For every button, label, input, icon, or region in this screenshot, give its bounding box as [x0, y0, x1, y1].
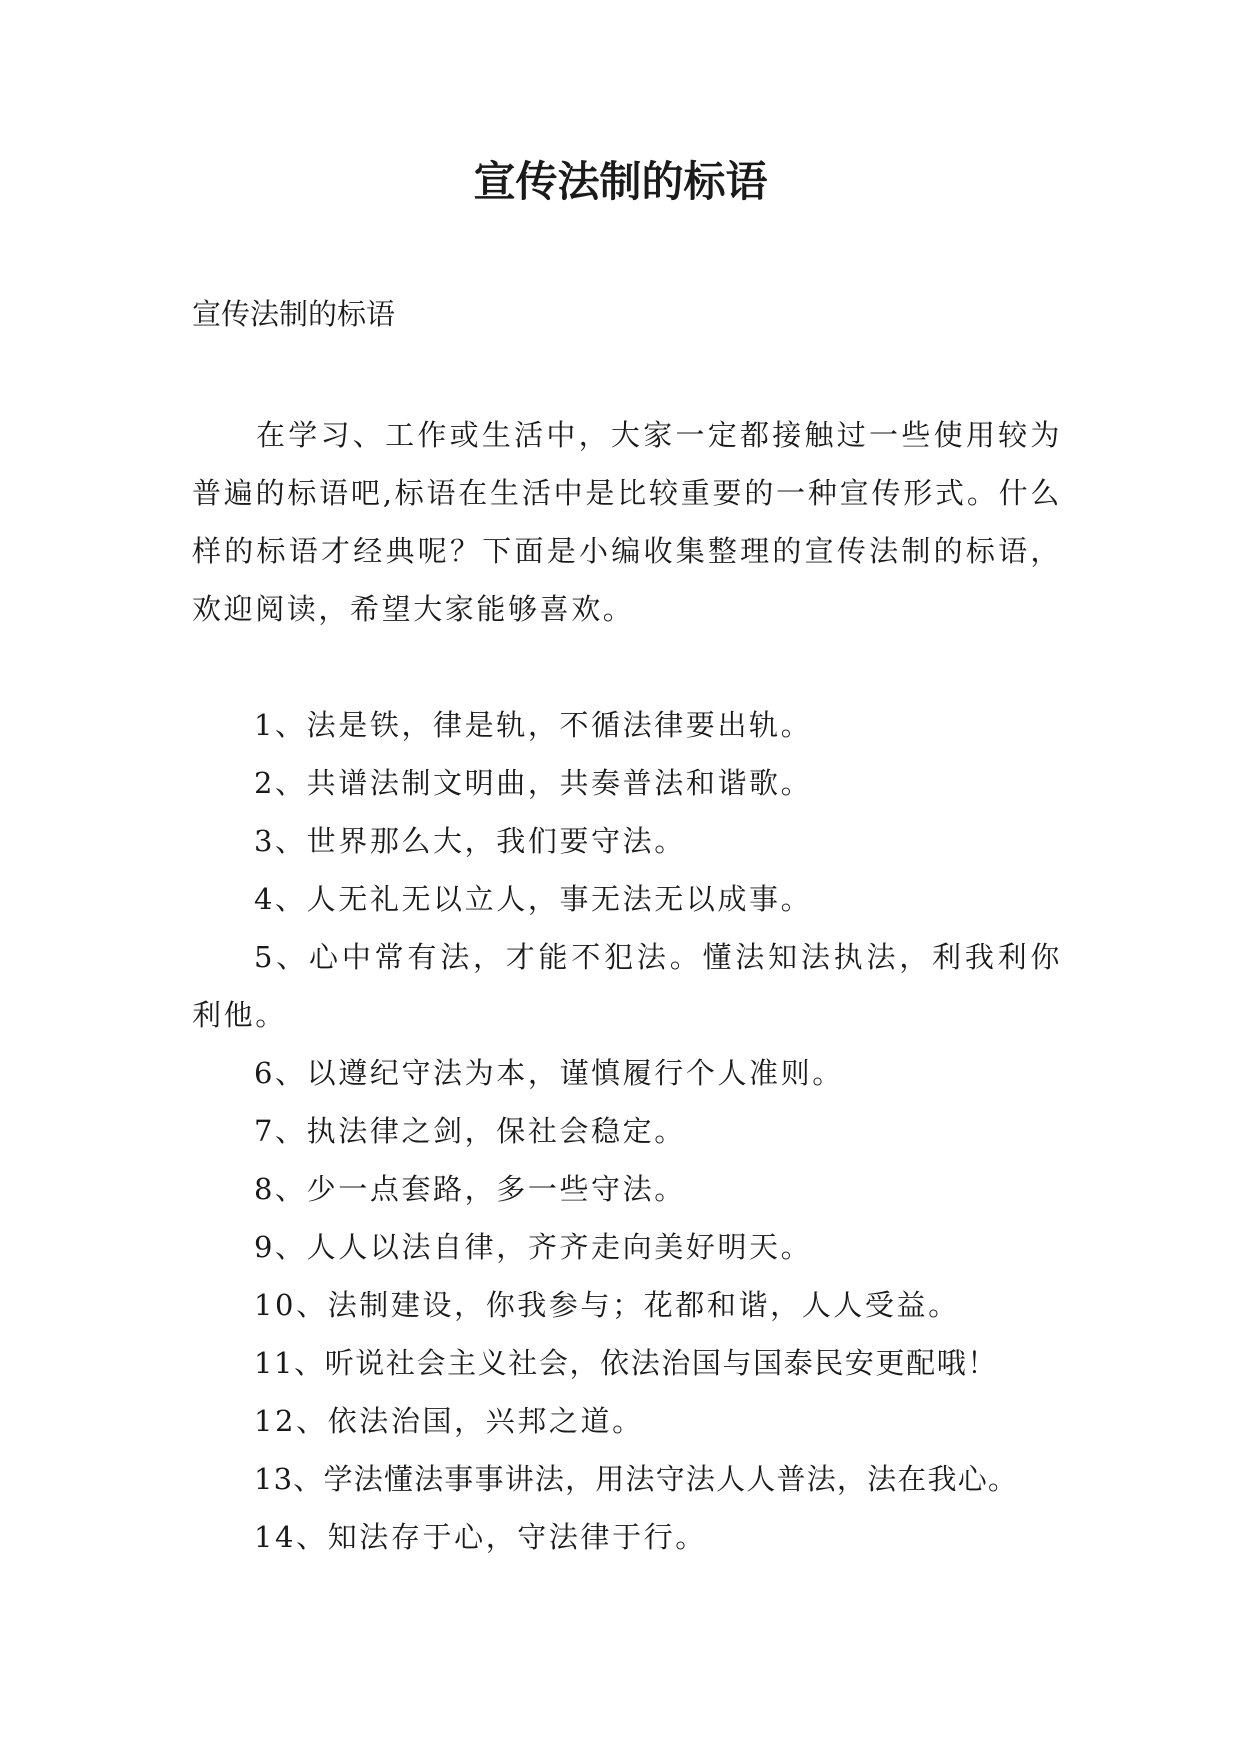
document-title: 宣传法制的标语: [473, 157, 768, 206]
slogan-item-6: 6、以遵纪守法为本，谨慎履行个人准则。: [254, 1056, 844, 1090]
slogan-item-5: 5、心中常有法，才能不犯法。懂法知法执法，利我利你利他。: [192, 940, 1062, 1032]
slogan-item-14: 14、知法存于心，守法律于行。: [254, 1520, 707, 1554]
slogan-item-7: 7、执法律之剑，保社会稳定。: [254, 1114, 686, 1148]
slogan-item-3: 3、世界那么大，我们要守法。: [254, 824, 686, 858]
slogan-item-9: 9、人人以法自律，齐齐走向美好明天。: [254, 1230, 813, 1264]
slogan-item-12: 12、依法治国，兴邦之道。: [254, 1404, 644, 1438]
slogan-item-8: 8、少一点套路，多一些守法。: [254, 1172, 686, 1206]
slogan-item-2: 2、共谱法制文明曲，共奏普法和谐歌。: [254, 766, 813, 800]
intro-paragraph: 在学习、工作或生活中，大家一定都接触过一些使用较为普遍的标语吧,标语在生活中是比较重要的一种宣传形式。什么样的标语才经典呢？下面是小编收集整理的宣传法制的标语，欢迎阅读，希望大家能够喜欢。: [192, 418, 1062, 626]
slogan-list: [192, 696, 1072, 1566]
slogan-item-4: 4、人无礼无以立人，事无法无以成事。: [254, 882, 813, 916]
document-subtitle: 宣传法制的标语: [192, 297, 396, 331]
slogan-item-10: 10、法制建设，你我参与；花都和谐，人人受益。: [254, 1288, 960, 1322]
slogan-item-11: 11、听说社会主义社会，依法治国与国泰民安更配哦！: [254, 1346, 998, 1380]
slogan-item-1: 1、法是铁，律是轨，不循法律要出轨。: [254, 708, 813, 742]
slogan-item-13: 13、学法懂法事事讲法，用法守法人人普法，法在我心。: [254, 1462, 1019, 1496]
